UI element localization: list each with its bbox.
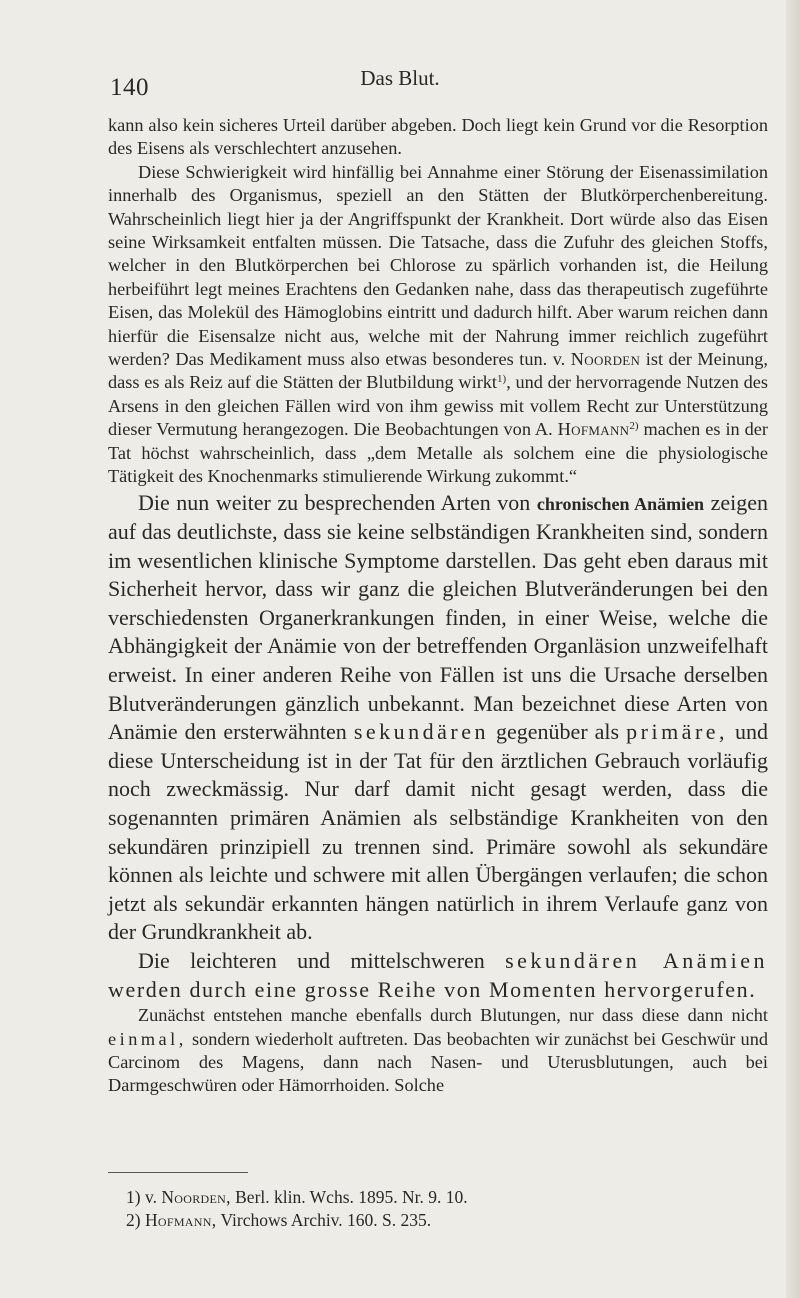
- footnotes: [126, 1186, 766, 1232]
- footnote-ref-2: 2): [629, 420, 639, 433]
- paragraph-2: Diese Schwierigkeit wird hinfällig bei Annahme einer Störung der Eisenassimilation innerhalb des Organismus, speziell an den Stätten der Blutkörperchenbereitung. Wahrscheinlich liegt hier ja der Angriffspunkt der Krankheit. Dort würde also das Eisen seine Wirksamkeit entfalten müssen. Die Tatsache, dass die Zufuhr des gleichen Stoffs, welcher in den Blutkörperchen bei Chlorose zu spärlich vorhanden ist, die Heilung herbeiführt legt meines Erachtens den Gedanken nahe, dass das therapeutisch zugeführte Eisen, das Molekül des Hämoglobins eintritt und dadurch hilft. Aber warum reichen dann hierfür die Eisensalze nicht aus, welche mit der Nahrung immer reichlich zugeführt werden? Das Medikament muss also etwas besonderes tun. v. Noorden ist der Meinung, dass es als Reiz auf die Stätten der Blutbildung wirkt$^{1)}$, und der hervorragende Nutzen des Arsens in den gleichen Fällen wird von ihm gewiss mit vollem Recht zur Unterstützung dieser Vermutung herangezogen. Die Beobachtungen von A. Hofmann$^{2)}$ machen es in der Tat höchst wahrscheinlich, dass „dem Metalle als solchem eine die physiologische Tätigkeit des Knochenmarks stimulierende Wirkung zukommt.“: [108, 161, 769, 487]
- paragraph-5: Zunächst entstehen manche ebenfalls durch Blutungen, nur dass diese dann nicht einmal, sondern wiederholt auftreten. Das beobachten wir zunächst bei Geschwür und Carcinom des Magens, dann nach Nasen- und Uterusblutungen, auch bei Darmgeschwüren oder Hämorrhoiden. Solche: [108, 1005, 768, 1096]
- running-head: Das Blut.: [360, 66, 440, 90]
- paragraph-3: Die nun weiter zu besprechenden Arten von chronischen Anämien zeigen auf das deutlichste, dass sie keine selbständigen Krankheiten sind, sondern im wesentlichen klinische Symptome darstellen. Das geht eben daraus mit Sicherheit hervor, dass wir ganz die gleichen Blutveränderungen bei den verschiedensten Organerkrankungen finden, in einer Weise, welche die Abhängigkeit der Anämie von der betreffenden Organläsion unzweifelhaft erweist. In einer anderen Reihe von Fällen ist uns die Ursache derselben Blutveränderungen gänzlich unbekannt. Man bezeichnet diese Arten von Anämie den ersterwähnten sekundären gegenüber als primäre, und diese Unterscheidung ist in der Tat für den ärztlichen Gebrauch vorläufig noch zweckmässig. Nur darf damit nicht gesagt werden, dass die sogenannten primären Anämien als selbständige Krankheiten von den sekundären prinzipiell zu trennen sind. Primäre sowohl als sekundäre können als leichte und schwere mit allen Übergängen verlaufen; die schon jetzt als sekundär erkannten hängen natürlich in ihrem Verlaufe ganz von der Grundkrankheit ab.: [108, 489, 769, 945]
- author-hofmann: Hofmann: [557, 419, 630, 440]
- paragraph-4: Die leichteren und mittelschweren sekundären Anämien werden durch eine grosse Reihe von Momenten hervorgerufen.: [108, 948, 769, 1002]
- term-einmal: einmal,: [108, 1028, 187, 1049]
- term-sekundaere-anaemien: sekundären Anämien: [505, 948, 769, 973]
- footnote-1: 1) v. Noorden, Berl. klin. Wchs. 1895. Nr. 9. 10.: [126, 1187, 468, 1207]
- term-sekundaer: sekundären: [353, 719, 490, 745]
- footnote-2: 2) Hofmann, Virchows Archiv. 160. S. 235.: [126, 1210, 432, 1230]
- author-noorden: Noorden: [570, 349, 641, 370]
- paragraph-1: kann also kein sicheres Urteil darüber abgeben. Doch liegt kein Grund vor die Resorption des Eisens als verschlechtert anzusehen.: [108, 115, 768, 159]
- body-text: [108, 114, 768, 1098]
- page-header: [0, 0, 800, 110]
- footnote-ref-1: 1): [497, 373, 507, 386]
- term-chronische-anaemien: chronischen Anämien: [536, 493, 705, 514]
- term-primaer: primäre,: [626, 719, 729, 745]
- page-edge: [786, 0, 800, 1298]
- page-number: 140: [110, 74, 149, 101]
- footnote-rule: [108, 1172, 248, 1173]
